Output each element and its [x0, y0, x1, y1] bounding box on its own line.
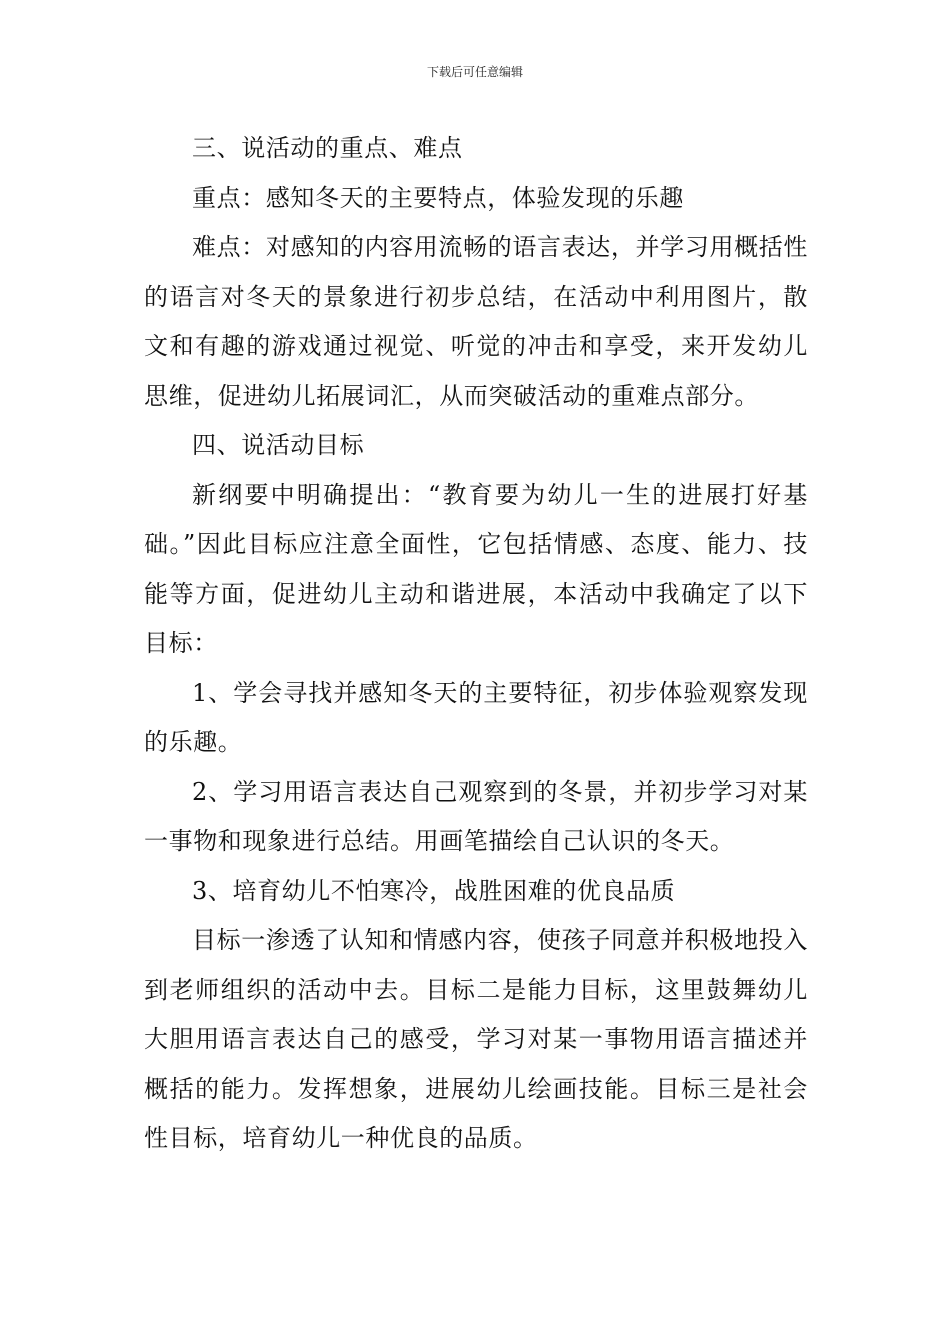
- paragraph-curriculum-guideline: 新纲要中明确提出：“教育要为幼儿一生的进展打好基础。”因此目标应注意全面性，它包括情感、态度、能力、技能等方面，促进幼儿主动和谐进展，本活动中我确定了以下目标：: [144, 480, 808, 657]
- section-heading-objectives: 四、说活动目标: [192, 431, 365, 459]
- paragraph-difficulty: 难点：对感知的内容用流畅的语言表达，并学习用概括性的语言对冬天的景象进行初步总结，在活动中利用图片，散文和有趣的游戏通过视觉、听觉的冲击和享受，来开发幼儿思维，促进幼儿拓展词汇，从而突破活动的重难点部分。: [144, 233, 808, 410]
- paragraph-objective-explanation: 目标一渗透了认知和情感内容，使孩子同意并积极地投入到老师组织的活动中去。目标二是能力目标，这里鼓舞幼儿大胆用语言表达自己的感受，学习对某一事物用语言描述并概括的能力。发挥想象，进展幼儿绘画技能。目标三是社会性目标，培育幼儿一种优良的品质。: [144, 926, 808, 1152]
- objective-item-1: 1、学会寻找并感知冬天的主要特征，初步体验观察发现的乐趣。: [144, 678, 808, 756]
- objective-item-2: 2、学习用语言表达自己观察到的冬景，并初步学习对某一事物和现象进行总结。用画笔描绘自己认识的冬天。: [144, 777, 808, 855]
- objective-item-3: 3、培育幼儿不怕寒冷，战胜困难的优良品质: [192, 876, 676, 905]
- document-body: [144, 124, 808, 1164]
- page-header-note: 下载后可任意编辑: [426, 65, 523, 79]
- paragraph-key-point: 重点：感知冬天的主要特点，体验发现的乐趣: [192, 183, 684, 212]
- section-heading-key-points: 三、说活动的重点、难点: [192, 134, 463, 162]
